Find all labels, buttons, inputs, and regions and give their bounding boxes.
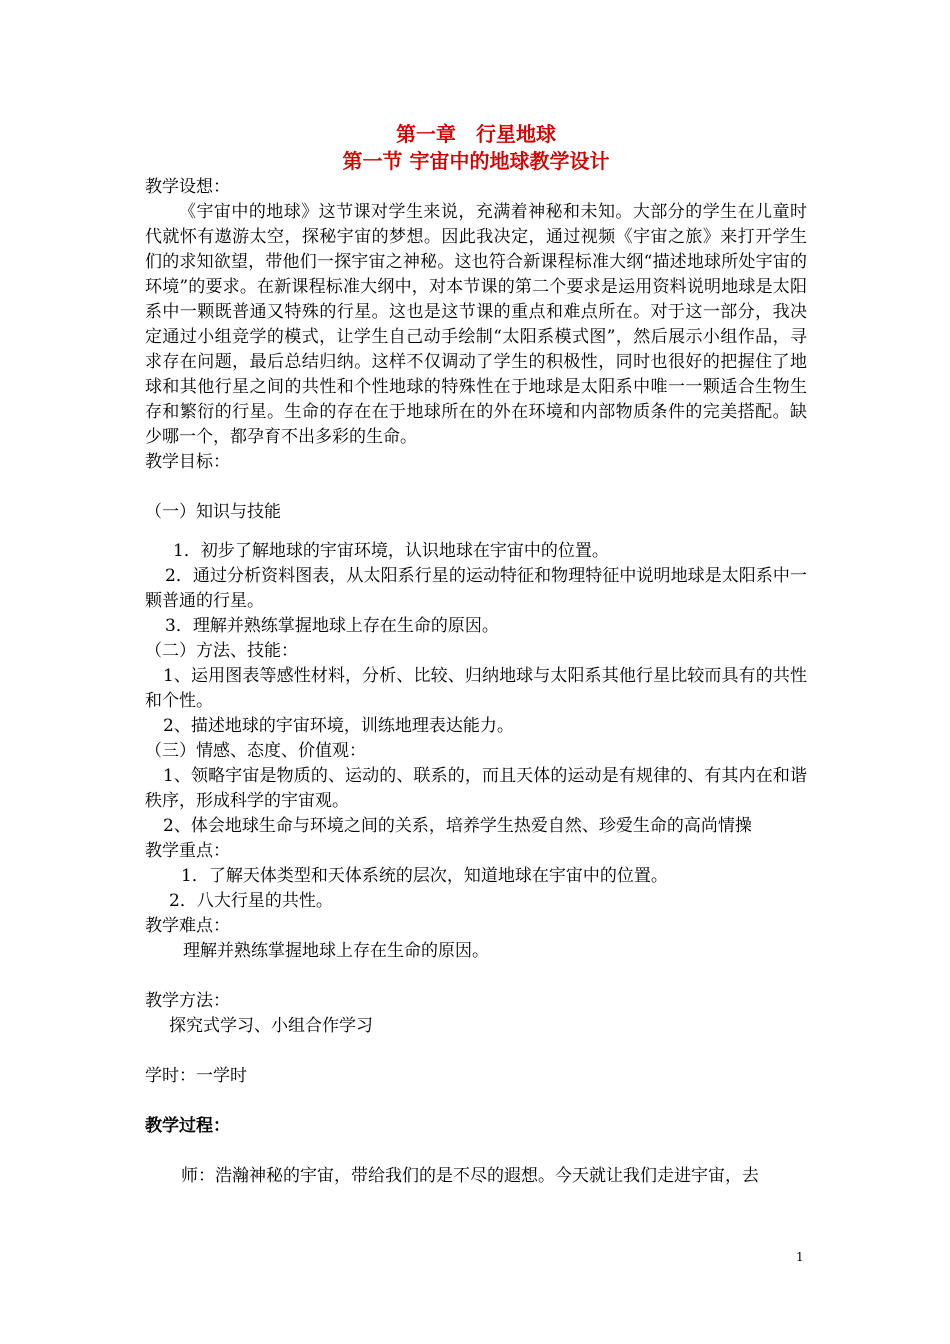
knowledge-heading: （一）知识与技能 bbox=[145, 502, 281, 522]
spacer bbox=[145, 1139, 807, 1164]
objectives-heading: 教学目标： bbox=[145, 452, 230, 472]
design-paragraph: 《宇宙中的地球》这节课对学生来说，充满着神秘和未知。大部分的学生在儿童时代就怀有遨游太空，探秘宇宙的梦想。因此我决定，通过视频《宇宙之旅》来打开学生们的求知欲望，带他们一探宇宙之神秘。这也符合新课程标准大纲“描述地球所处宇宙的环境”的要求。在新课程标准大纲中，对本节课的第二个要求是运用资料说明地球是太阳系中一颗既普通又特殊的行星。这也是这节课的重点和难点所在。对于这一部分，我决定通过小组竞学的模式，让学生自己动手绘制“太阳系模式图”，然后展示小组作品，寻求存在问题，最后总结归纳。这样不仅调动了学生的积极性，同时也很好的把握住了地球和其他行星之间的共性和个性地球的特殊性在于地球是太阳系中唯一一颗适合生物生存和繁衍的行星。生命的存在在于地球所在的外在环境和内部物质条件的完美搭配。缺少哪一个，都孕育不出多彩的生命。 bbox=[145, 202, 807, 447]
difficulty-item-1: 理解并熟练掌握地球上存在生命的原因。 bbox=[183, 941, 489, 961]
process-heading: 教学过程： bbox=[145, 1116, 230, 1136]
knowledge-item-1: 1．初步了解地球的宇宙环境，认识地球在宇宙中的位置。 bbox=[173, 541, 609, 561]
spacer bbox=[145, 475, 807, 500]
spacer bbox=[145, 1089, 807, 1114]
teaching-method-value: 探究式学习、小组合作学习 bbox=[169, 1016, 373, 1036]
spacer bbox=[145, 1039, 807, 1064]
design-heading: 教学设想： bbox=[145, 177, 230, 197]
values-heading: （三）情感、态度、价值观： bbox=[145, 741, 366, 761]
chapter-title: 第一章 行星地球 bbox=[396, 122, 556, 146]
key-point-item-1: 1．了解天体类型和天体系统的层次，知道地球在宇宙中的位置。 bbox=[181, 866, 668, 886]
section-title: 第一节 宇宙中的地球教学设计 bbox=[342, 149, 610, 173]
knowledge-item-2: 2．通过分析资料图表，从太阳系行星的运动特征和物理特征中说明地球是太阳系中一颗普通的行星。 bbox=[145, 566, 807, 611]
document-content bbox=[145, 121, 807, 1189]
methods-item-1: 1、运用图表等感性材料，分析、比较、归纳地球与太阳系其他行星比较而具有的共性和个性。 bbox=[145, 666, 807, 711]
hours-text: 学时：一学时 bbox=[145, 1066, 247, 1086]
methods-item-2: 2、描述地球的宇宙环境，训练地理表达能力。 bbox=[163, 716, 514, 736]
values-item-2: 2、体会地球生命与环境之间的关系，培养学生热爱自然、珍爱生命的高尚情操 bbox=[163, 816, 752, 836]
difficulties-heading: 教学难点： bbox=[145, 916, 230, 936]
page-number: 1 bbox=[796, 1250, 804, 1264]
knowledge-item-3: 3．理解并熟练掌握地球上存在生命的原因。 bbox=[165, 616, 499, 636]
spacer bbox=[145, 525, 807, 539]
values-item-1: 1、领略宇宙是物质的、运动的、联系的，而且天体的运动是有规律的、有其内在和谐秩序，形成科学的宇宙观。 bbox=[145, 766, 807, 811]
teaching-method-heading: 教学方法： bbox=[145, 991, 230, 1011]
process-line-1: 师：浩瀚神秘的宇宙，带给我们的是不尽的遐想。今天就让我们走进宇宙，去 bbox=[181, 1166, 759, 1186]
methods-heading: （二）方法、技能： bbox=[145, 641, 298, 661]
key-points-heading: 教学重点： bbox=[145, 841, 230, 861]
spacer bbox=[145, 964, 807, 989]
key-point-item-2: 2．八大行星的共性。 bbox=[169, 891, 333, 911]
